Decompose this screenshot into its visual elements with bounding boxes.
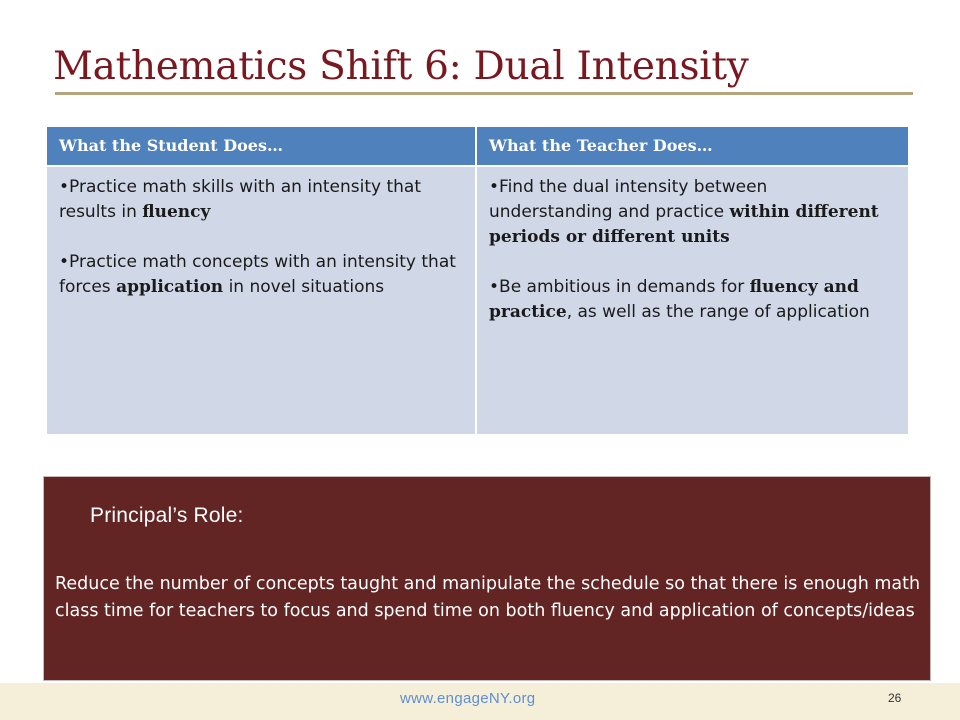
principal-role-text: Reduce the number of concepts taught and manipulate the schedule so that there is enough math class time for teachers to focus and spend time on both fluency and application of concepts/ideas	[55, 574, 921, 621]
header-teacher: What the Teacher Does…	[489, 136, 713, 155]
student-bullet-1: •Practice math skills with an intensity that results in fluency	[59, 177, 421, 222]
student-bullet-2: •Practice math concepts with an intensity that forces application in novel situations	[59, 252, 456, 297]
table-body-row	[47, 165, 908, 434]
slide-title: Mathematics Shift 6: Dual Intensity	[53, 44, 749, 89]
shift-table	[47, 127, 908, 434]
footer-link[interactable]: www.engageNY.org	[400, 690, 536, 707]
header-student: What the Student Does…	[47, 127, 477, 165]
principal-role-box	[43, 476, 931, 681]
principal-role-title: Principal’s Role:	[90, 504, 244, 527]
teacher-bullet-1: •Find the dual intensity between understanding and practice within different periods or different units	[489, 177, 879, 247]
student-cell	[47, 167, 477, 434]
teacher-bullet-2: •Be ambitious in demands for fluency and practice, as well as the range of application	[489, 277, 870, 322]
teacher-cell	[477, 167, 908, 434]
table-header-row	[47, 127, 908, 165]
page-number: 26	[888, 691, 902, 705]
title-underline	[55, 92, 913, 95]
